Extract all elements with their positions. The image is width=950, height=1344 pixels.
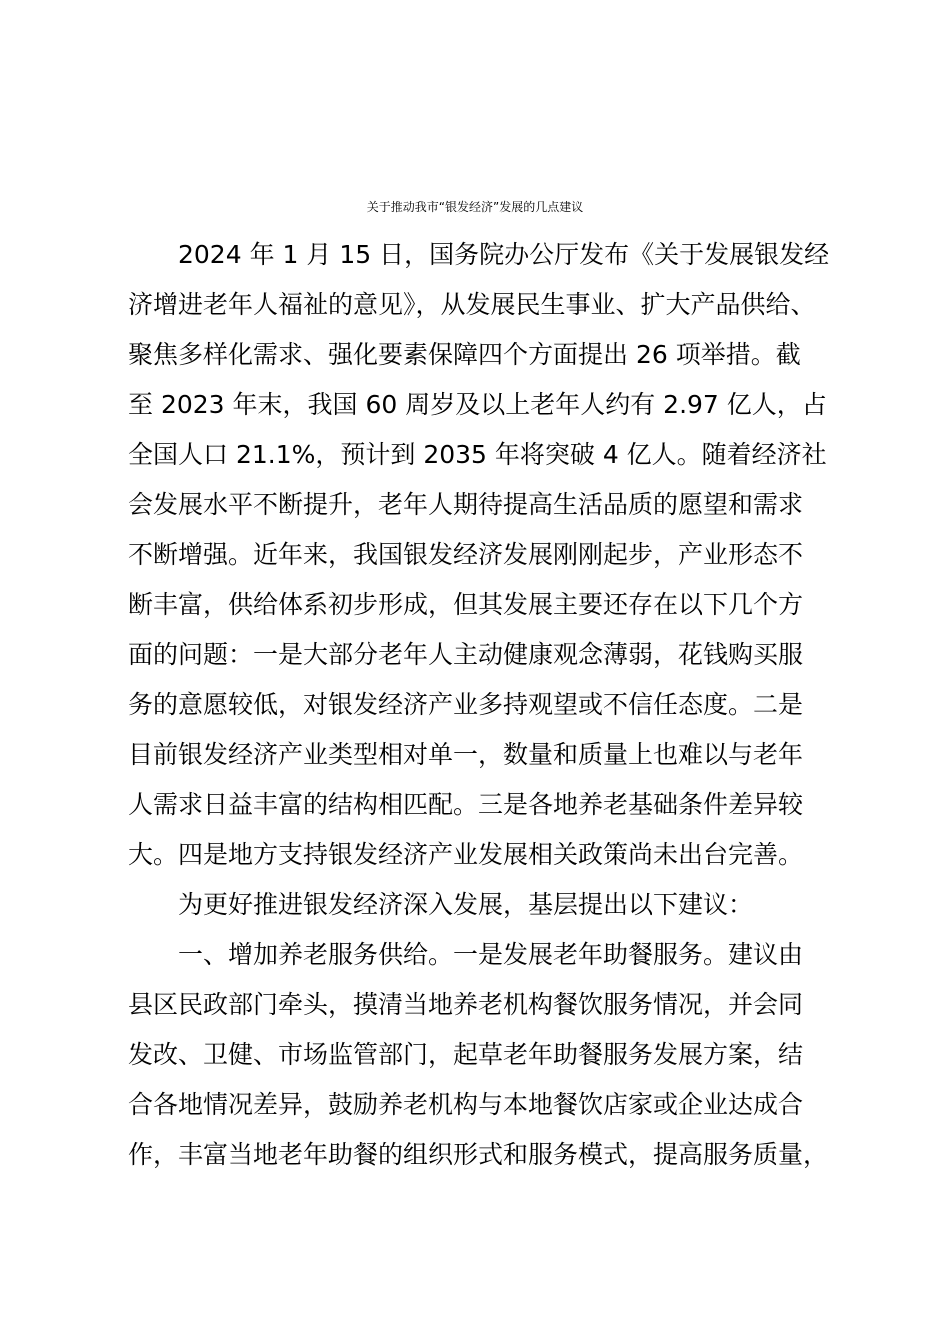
paragraph-line: 发改、卫健、市场监管部门，起草老年助餐服务发展方案，结 (128, 1040, 804, 1069)
paragraph-line: 断丰富，供给体系初步形成，但其发展主要还存在以下几个方 (128, 590, 804, 619)
paragraph-line: 县区民政部门牵头，摸清当地养老机构餐饮服务情况，并会同 (128, 990, 804, 1019)
paragraph-line: 务的意愿较低，对银发经济产业多持观望或不信任态度。二是 (128, 690, 804, 719)
paragraph-line: 人需求日益丰富的结构相匹配。三是各地养老基础条件差异较 (128, 790, 804, 819)
paragraph-line: 济增进老年人福祉的意见》，从发展民生事业、扩大产品供给、 (128, 290, 816, 319)
paragraph-line: 合各地情况差异，鼓励养老机构与本地餐饮店家或企业达成合 (128, 1090, 804, 1119)
paragraph-line: 作，丰富当地老年助餐的组织形式和服务模式，提高服务质量， (128, 1140, 829, 1169)
paragraph-line: 面的问题：一是大部分老年人主动健康观念薄弱，花钱购买服 (128, 640, 804, 669)
paragraph-line: 大。四是地方支持银发经济产业发展相关政策尚未出台完善。 (128, 840, 804, 869)
paragraph-line: 至 2023 年末，我国 60 周岁及以上老年人约有 2.97 亿人，占 (128, 390, 827, 419)
paragraph-line: 会发展水平不断提升，老年人期待提高生活品质的愿望和需求 (128, 490, 804, 519)
paragraph-line: 2024 年 1 月 15 日，国务院办公厅发布《关于发展银发经 (128, 240, 830, 269)
paragraph-line: 不断增强。近年来，我国银发经济发展刚刚起步，产业形态不 (128, 540, 804, 569)
document-title: 关于推动我市“银发经济”发展的几点建议 (366, 200, 584, 214)
paragraph-line: 目前银发经济产业类型相对单一，数量和质量上也难以与老年 (128, 740, 804, 769)
paragraph-line: 全国人口 21.1%，预计到 2035 年将突破 4 亿人。随着经济社 (128, 440, 827, 469)
paragraph-line: 为更好推进银发经济深入发展，基层提出以下建议： (128, 890, 754, 919)
paragraph-line: 一、增加养老服务供给。一是发展老年助餐服务。建议由 (128, 940, 804, 969)
paragraph-line: 聚焦多样化需求、强化要素保障四个方面提出 26 项举措。截 (128, 340, 801, 369)
